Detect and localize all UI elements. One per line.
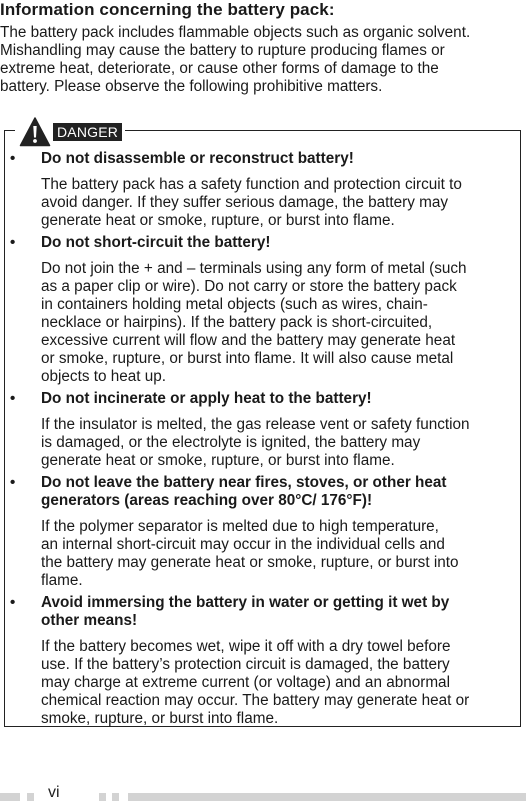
- bullet: •: [10, 474, 16, 491]
- text-line: Do not incinerate or apply heat to the battery!: [41, 390, 372, 407]
- bullet: •: [10, 150, 16, 167]
- item-title: [41, 390, 511, 408]
- text-line: The battery pack has a safety function and protection circuit to: [41, 176, 462, 193]
- bullet: •: [10, 390, 16, 407]
- intro-paragraph: [0, 24, 518, 96]
- text-line: flame.: [41, 572, 83, 589]
- text-line: as a paper clip or wire). Do not carry or store the battery pack: [41, 278, 457, 295]
- text-line: If the insulator is melted, the gas release vent or safety function: [41, 416, 470, 433]
- bullet: •: [10, 234, 16, 251]
- text-line: generators (areas reaching over 80°C/ 176°F)!: [41, 492, 373, 509]
- text-line: Do not disassemble or reconstruct battery!: [41, 150, 354, 167]
- text-line: is damaged, or the electrolyte is ignited, the battery may: [41, 434, 421, 451]
- text-line: other means!: [41, 612, 138, 629]
- item-title: [41, 474, 511, 510]
- danger-label: [15, 115, 125, 149]
- text-line: Do not leave the battery near fires, stoves, or other heat: [41, 474, 447, 491]
- text-line: use. If the battery’s protection circuit is damaged, the battery: [41, 656, 450, 673]
- text-line: Avoid immersing the battery in water or getting it wet by: [41, 594, 450, 611]
- text-line: necklace or hairpins). If the battery pack is short-circuited,: [41, 314, 433, 331]
- page-footer: [0, 784, 526, 801]
- text-line: objects to heat up.: [41, 368, 167, 385]
- text-line: the battery may generate heat or smoke, rupture, or burst into: [41, 554, 459, 571]
- item-body: [41, 416, 513, 470]
- text-line: excessive current will flow and the battery may generate heat: [41, 332, 456, 349]
- footer-bar-segment: [0, 793, 20, 801]
- text-line: Do not short-circuit the battery!: [41, 234, 271, 251]
- text-line: chemical reaction may occur. The battery may generate heat or: [41, 692, 470, 709]
- text-line: battery. Please observe the following prohibitive matters.: [0, 78, 383, 95]
- text-line: or smoke, rupture, or burst into flame. It will also cause metal: [41, 350, 454, 367]
- text-line: If the battery becomes wet, wipe it off with a dry towel before: [41, 638, 451, 655]
- item-title: [41, 234, 511, 252]
- text-line: an internal short-circuit may occur in the individual cells and: [41, 536, 445, 553]
- text-line: generate heat or smoke, rupture, or burst into flame.: [41, 452, 395, 469]
- text-line: extreme heat, deteriorate, or cause other forms of damage to the: [0, 60, 439, 77]
- footer-bar-segment: [27, 793, 34, 801]
- warning-triangle-icon: [19, 116, 51, 148]
- text-line: Mishandling may cause the battery to rupture producing flames or: [0, 42, 445, 59]
- text-line: generate heat or smoke, rupture, or burst into flame.: [41, 212, 395, 229]
- prohibition-item: [0, 234, 526, 386]
- footer-bar-segment: [112, 793, 119, 801]
- text-line: The battery pack includes flammable objects such as organic solvent.: [0, 24, 471, 41]
- page-number: vi: [48, 784, 60, 801]
- footer-bar-segment: [128, 793, 526, 801]
- prohibition-item: [0, 150, 526, 230]
- item-body: [41, 638, 513, 728]
- item-title: [41, 150, 511, 168]
- text-line: may charge at extreme current (or voltage) and an abnormal: [41, 674, 450, 691]
- text-line: in containers holding metal objects (such as wires, chain-: [41, 296, 428, 313]
- prohibition-list: [0, 150, 526, 732]
- item-body: [41, 518, 513, 590]
- danger-text: DANGER: [53, 123, 122, 141]
- prohibition-item: [0, 474, 526, 590]
- prohibition-item: [0, 390, 526, 470]
- item-body: [41, 260, 513, 386]
- text-line: avoid danger. If they suffer serious damage, the battery may: [41, 194, 449, 211]
- text-line: Do not join the + and – terminals using any form of metal (such: [41, 260, 467, 277]
- item-title: [41, 594, 511, 630]
- item-body: [41, 176, 513, 230]
- bullet: •: [10, 594, 16, 611]
- prohibition-item: [0, 594, 526, 728]
- text-line: If the polymer separator is melted due to high temperature,: [41, 518, 439, 535]
- section-heading: Information concerning the battery pack:: [0, 0, 335, 19]
- footer-bar-segment: [99, 793, 106, 801]
- text-line: smoke, rupture, or burst into flame.: [41, 710, 279, 727]
